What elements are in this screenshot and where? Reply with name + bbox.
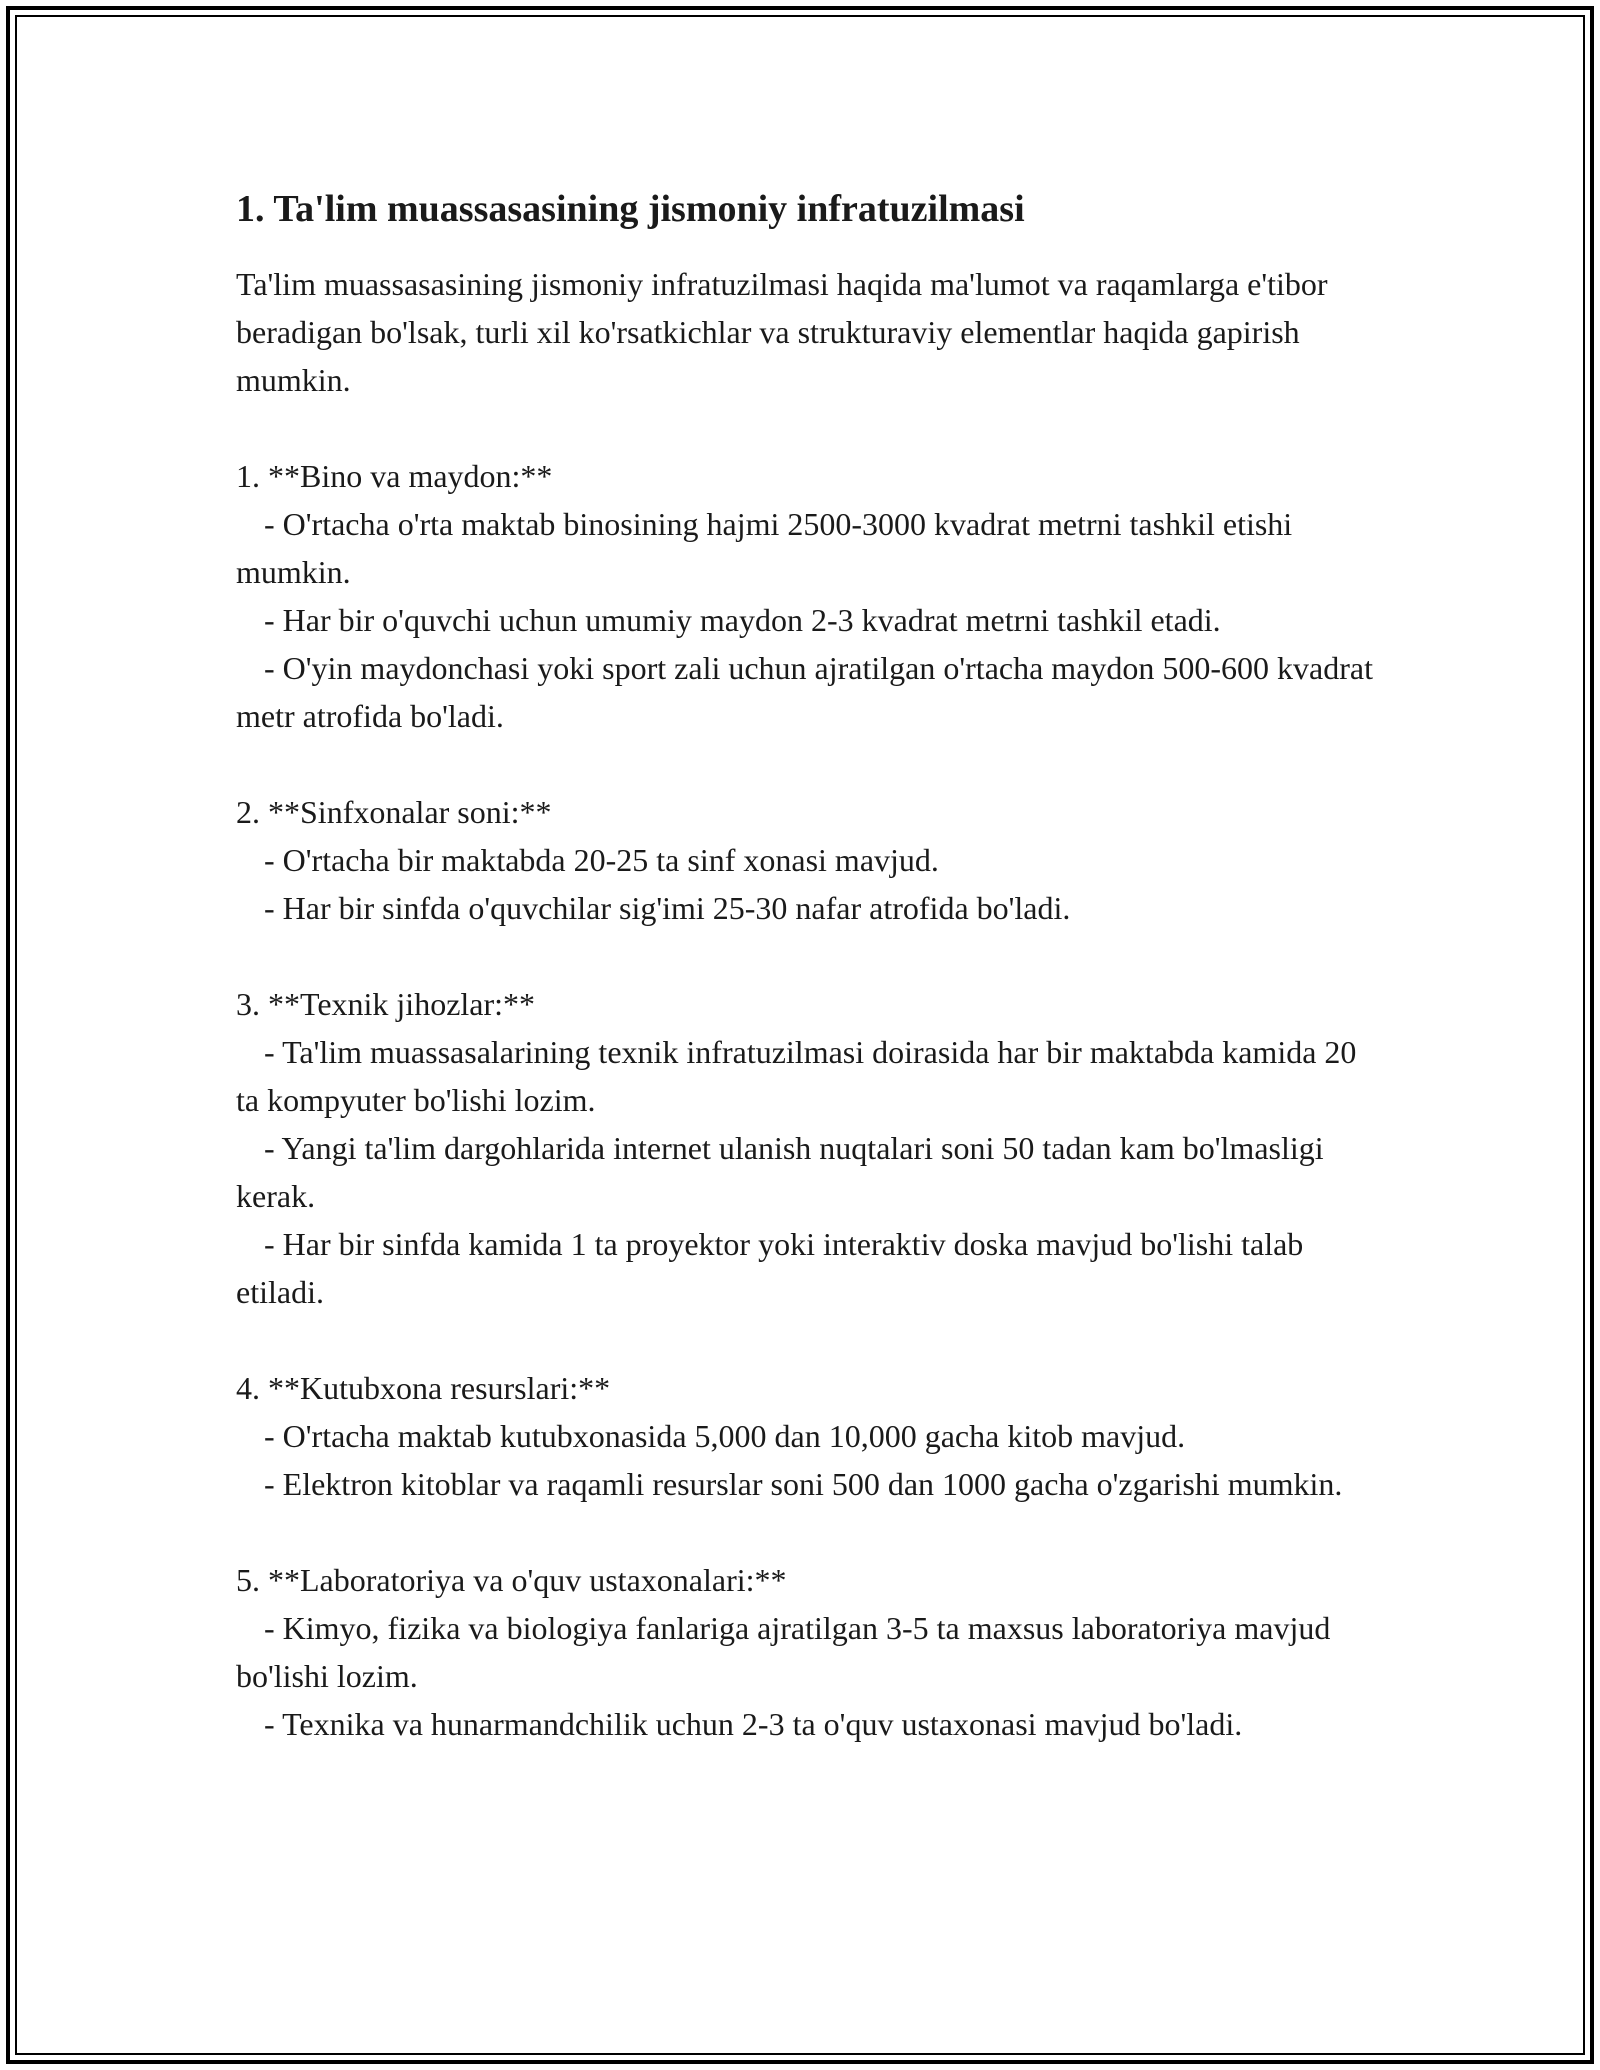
section-laboratories xyxy=(236,1556,1376,1748)
list-item: - O'rtacha o'rta maktab binosining hajmi 2500-3000 kvadrat metrni tashkil etishi mumkin. xyxy=(236,505,1293,590)
list-item: - Texnika va hunarmandchilik uchun 2-3 ta o'quv ustaxonasi mavjud bo'ladi. xyxy=(264,1705,1243,1742)
section-heading: 1. **Bino va maydon:** xyxy=(236,457,553,494)
list-item: - O'yin maydonchasi yoki sport zali uchun ajratilgan o'rtacha maydon 500-600 kvadrat metr atrofida bo'ladi. xyxy=(236,649,1373,734)
list-item: - Yangi ta'lim dargohlarida internet ulanish nuqtalari soni 50 tadan kam bo'lmasligi kerak. xyxy=(236,1129,1324,1214)
document-body xyxy=(236,186,1376,1796)
list-item: - O'rtacha bir maktabda 20-25 ta sinf xonasi mavjud. xyxy=(264,841,939,878)
section-heading: 2. **Sinfxonalar soni:** xyxy=(236,793,552,830)
section-heading: 5. **Laboratoriya va o'quv ustaxonalari:** xyxy=(236,1561,787,1598)
document-title: 1. Ta'lim muassasasining jismoniy infratuzilmasi xyxy=(236,188,1025,230)
list-item: - Elektron kitoblar va raqamli resurslar soni 500 dan 1000 gacha o'zgarishi mumkin. xyxy=(264,1465,1343,1502)
section-classrooms xyxy=(236,788,1376,932)
list-item: - Ta'lim muassasalarining texnik infratuzilmasi doirasida har bir maktabda kamida 20 ta kompyuter bo'lishi lozim. xyxy=(236,1033,1357,1118)
section-heading: 4. **Kutubxona resurslari:** xyxy=(236,1369,611,1406)
section-technical-equipment xyxy=(236,980,1376,1316)
list-item: - Kimyo, fizika va biologiya fanlariga ajratilgan 3-5 ta maxsus laboratoriya mavjud bo'lishi lozim. xyxy=(236,1609,1331,1694)
section-heading: 3. **Texnik jihozlar:** xyxy=(236,985,536,1022)
list-item: - Har bir o'quvchi uchun umumiy maydon 2-3 kvadrat metrni tashkil etadi. xyxy=(264,601,1221,638)
list-item: - Har bir sinfda kamida 1 ta proyektor yoki interaktiv doska mavjud bo'lishi talab etiladi. xyxy=(236,1225,1304,1310)
list-item: - Har bir sinfda o'quvchilar sig'imi 25-30 nafar atrofida bo'ladi. xyxy=(264,889,1071,926)
intro-paragraph: Ta'lim muassasasining jismoniy infratuzilmasi haqida ma'lumot va raqamlarga e'tibor beradigan bo'lsak, turli xil ko'rsatkichlar va strukturaviy elementlar haqida gapirish mumkin. xyxy=(236,265,1328,398)
section-library-resources xyxy=(236,1364,1376,1508)
list-item: - O'rtacha maktab kutubxonasida 5,000 dan 10,000 gacha kitob mavjud. xyxy=(264,1417,1186,1454)
section-building-area xyxy=(236,452,1376,740)
